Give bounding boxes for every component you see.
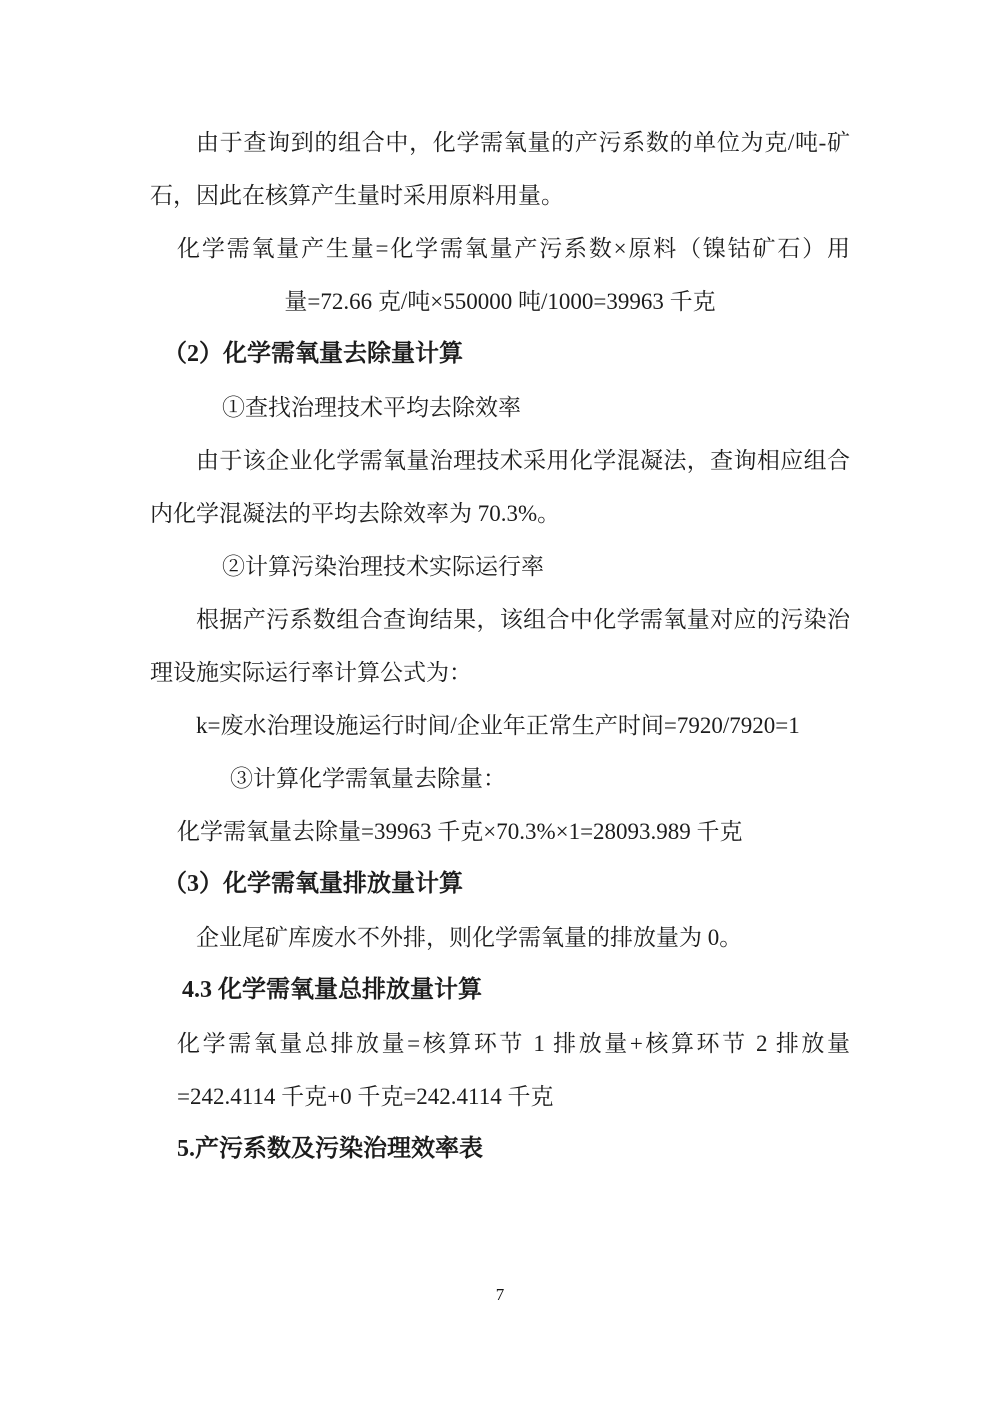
section-heading-2: （2）化学需氧量去除量计算	[163, 341, 463, 367]
formula-line: 量=72.66 克/吨×550000 吨/1000=39963 千克	[284, 289, 716, 314]
step-3-line: ③计算化学需氧量去除量：	[230, 766, 506, 791]
paragraph-line: 企业尾矿库废水不外排，则化学需氧量的排放量为 0。	[196, 925, 743, 950]
paragraph-line: 石，因此在核算产生量时采用原料用量。	[150, 183, 564, 208]
paragraph-line: 根据产污系数组合查询结果，该组合中化学需氧量对应的污染治	[196, 607, 850, 632]
paragraph-line: 内化学混凝法的平均去除效率为 70.3%。	[150, 501, 561, 526]
page-number: 7	[495, 1285, 505, 1304]
paragraph-line: 由于查询到的组合中，化学需氧量的产污系数的单位为克/吨-矿	[196, 130, 850, 155]
section-heading-5: 5.产污系数及污染治理效率表	[177, 1136, 483, 1162]
formula-line: =242.4114 千克+0 千克=242.4114 千克	[177, 1084, 554, 1109]
step-1-line: ①查找治理技术平均去除效率	[222, 395, 521, 420]
formula-line: 化学需氧量产生量=化学需氧量产污系数×原料（镍钴矿石）用	[177, 236, 850, 261]
formula-line-k: k=废水治理设施运行时间/企业年正常生产时间=7920/7920=1	[196, 713, 800, 738]
document-body	[150, 116, 850, 1176]
step-2-line: ②计算污染治理技术实际运行率	[222, 554, 544, 579]
paragraph-line: 由于该企业化学需氧量治理技术采用化学混凝法，查询相应组合	[196, 448, 850, 473]
section-heading-4-3: 4.3 化学需氧量总排放量计算	[182, 977, 482, 1003]
section-heading-3: （3）化学需氧量排放量计算	[163, 871, 463, 897]
paragraph-line: 理设施实际运行率计算公式为：	[150, 660, 472, 685]
formula-line: 化学需氧量去除量=39963 千克×70.3%×1=28093.989 千克	[177, 819, 743, 844]
formula-line: 化学需氧量总排放量=核算环节 1 排放量+核算环节 2 排放量	[177, 1031, 850, 1056]
